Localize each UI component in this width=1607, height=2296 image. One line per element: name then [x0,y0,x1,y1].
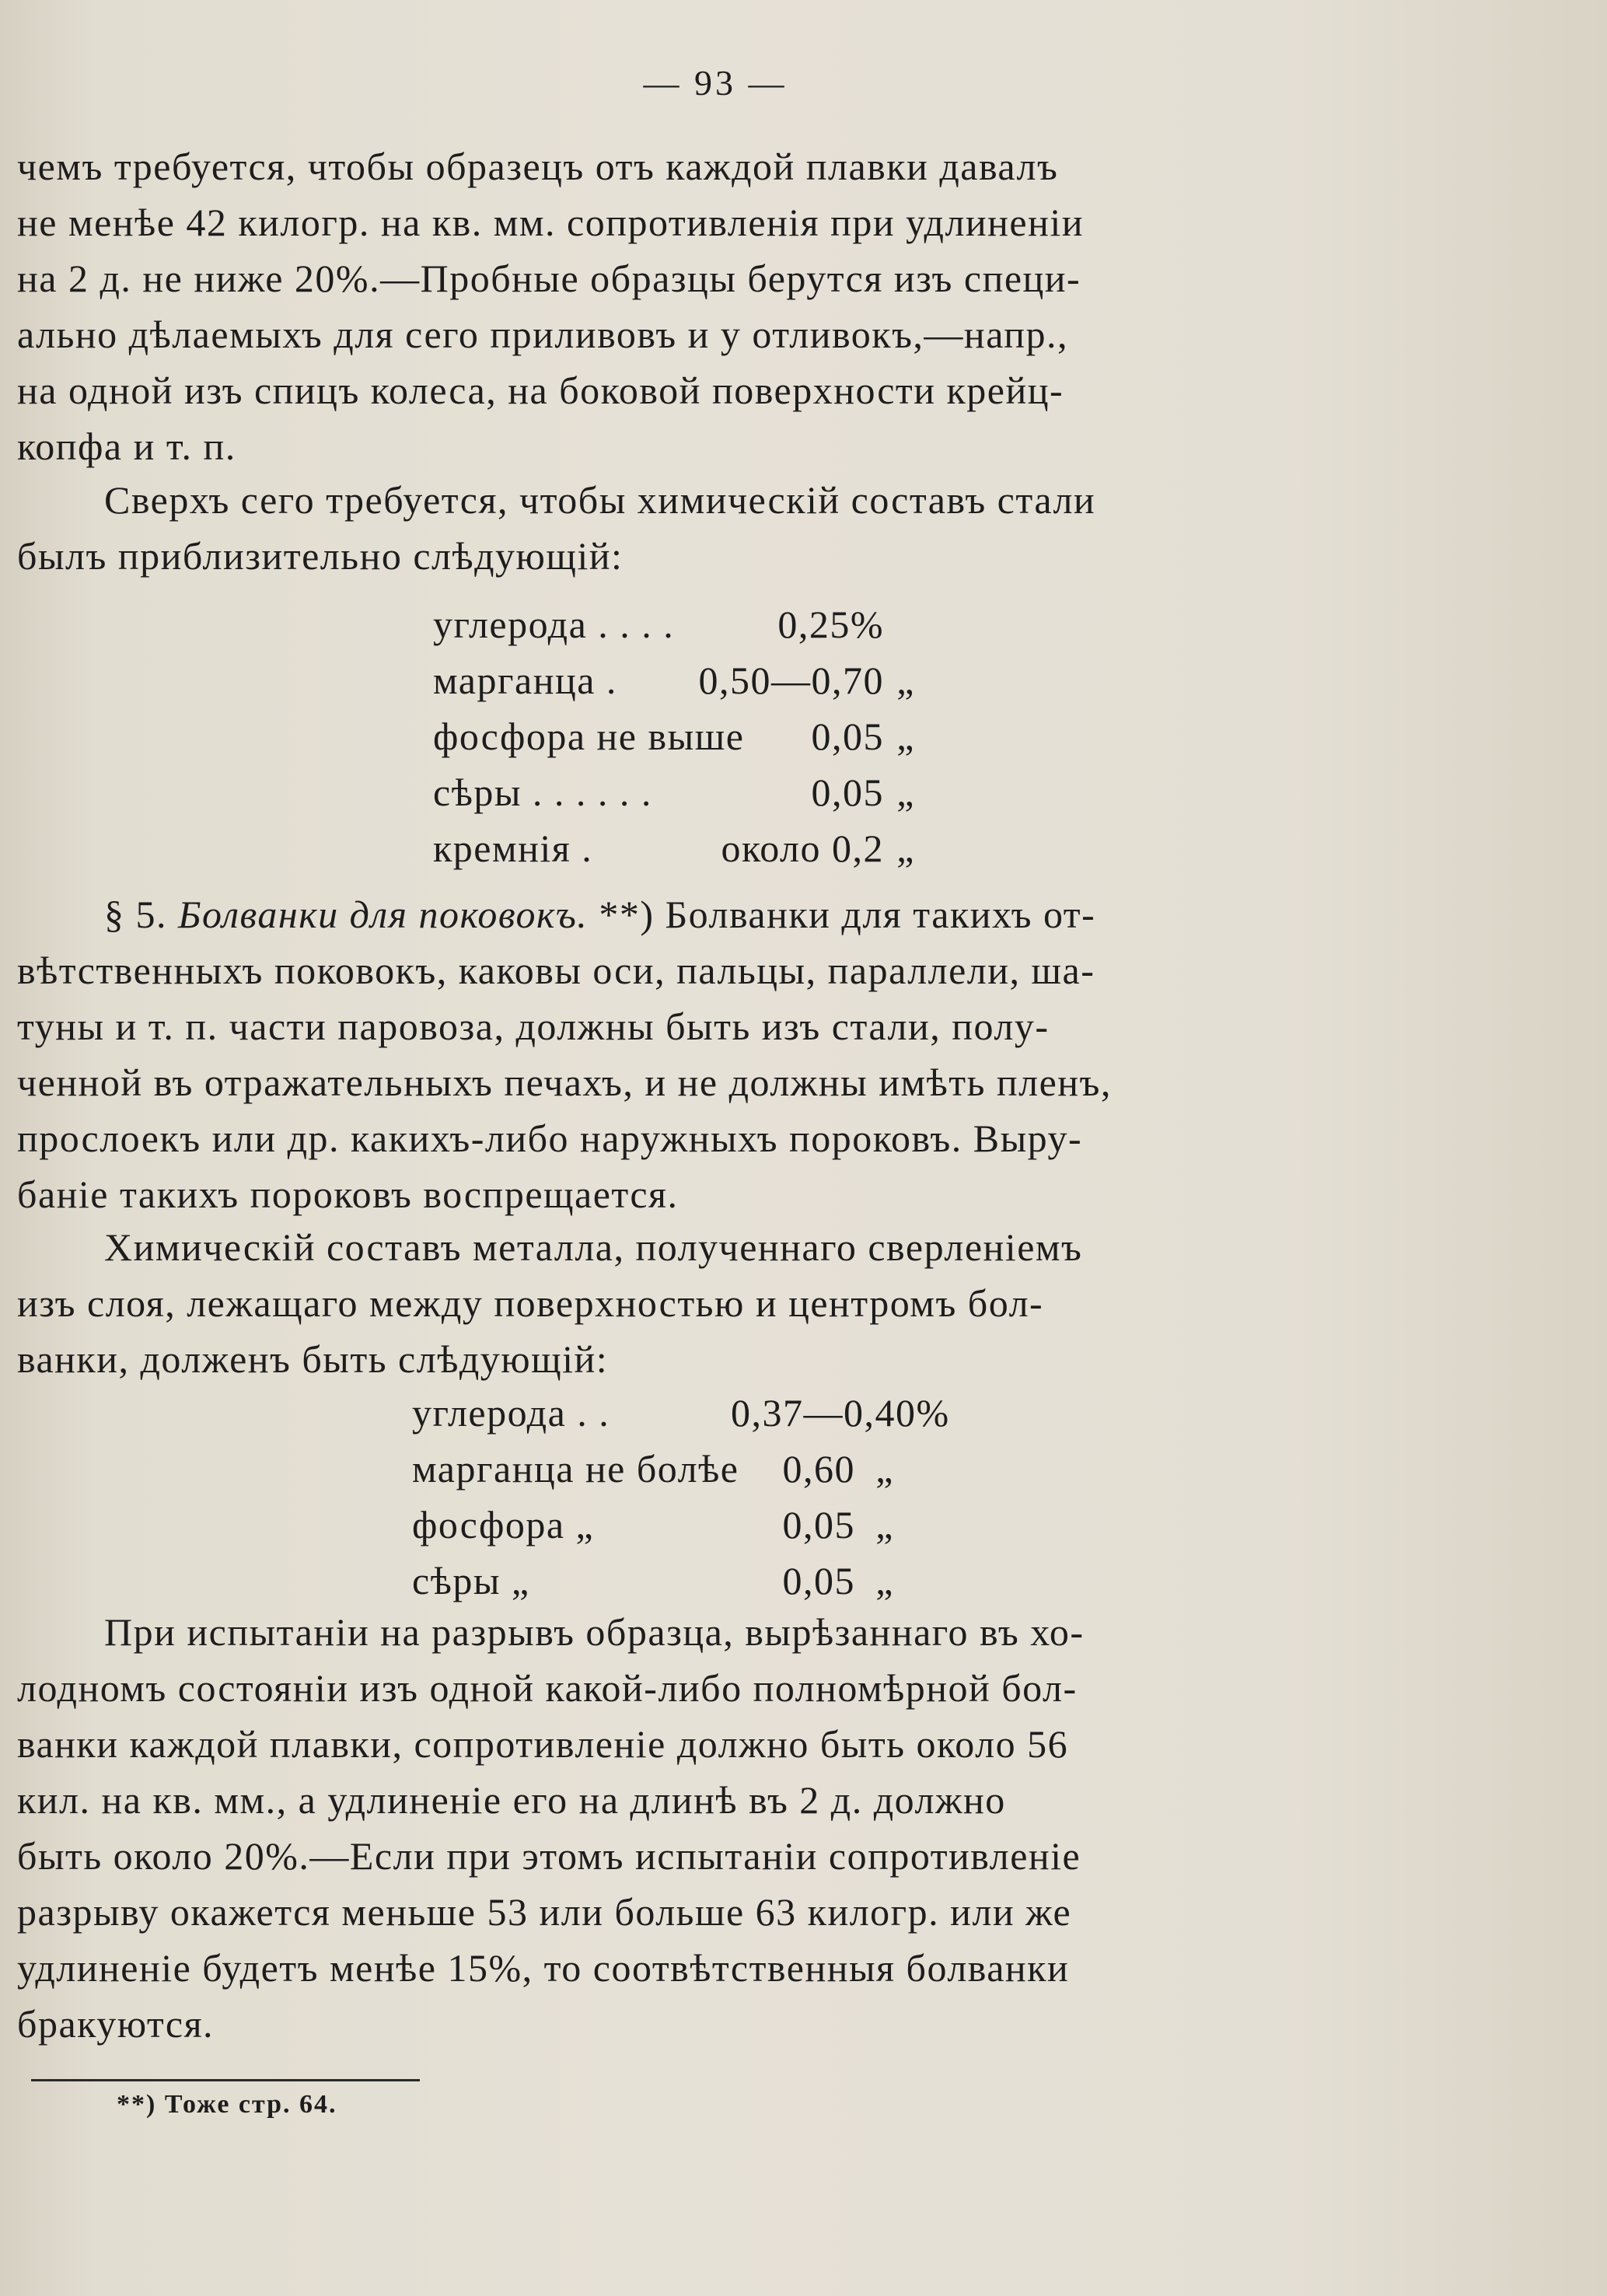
text-line: изъ слоя, лежащаго между поверхностью и центромъ бол- [17,1281,1044,1325]
text-line: прослоекъ или др. какихъ-либо наружныхъ пороковъ. Выру- [17,1117,1083,1160]
text-line: быть около 20%.—Если при этомъ испытаніи сопротивленіе [17,1834,1081,1878]
element-value: 0,05 [782,1559,855,1602]
text-line: ванки каждой плавки, сопротивленіе должно быть около 56 [17,1722,1069,1766]
footnote-reference: **) [599,893,655,936]
composition-table-steel [433,596,915,876]
text-line: былъ приблизительно слѣдующій: [17,534,624,578]
table-row [433,596,915,652]
paragraph-continuation [17,138,1420,474]
text-line: вѣтственныхъ поковокъ, каковы оси, пальцы, параллели, ша- [17,949,1095,992]
text-line: ванки, долженъ быть слѣдующій: [17,1337,609,1381]
paragraph-section-5 [17,886,1420,1222]
paragraph-metal-composition [17,1219,1420,1387]
composition-table-blanks [412,1385,950,1609]
footnote: **) Тоже стр. 64. [117,2090,337,2119]
text-line: туны и т. п. части паровоза, должны быть изъ стали, полу- [17,1005,1050,1048]
table-row [433,820,915,876]
text-line: Химическій составъ металла, полученнаго сверленіемъ [104,1225,1083,1269]
text-line: ально дѣлаемыхъ для сего приливовъ и у отливокъ,—напр., [17,313,1068,356]
paragraph-tensile-test [17,1604,1420,2052]
text-line: бракуются. [17,2002,215,2046]
element-value: 0,05 [811,771,884,814]
text-line: лодномъ состояніи изъ одной какой-либо полномѣрной бол- [17,1666,1078,1710]
table-row [412,1497,894,1553]
element-value: 0,50—0,70 [698,659,884,702]
text-line [17,886,1420,942]
element-name: фосфора „ [412,1503,595,1546]
text-line: на 2 д. не ниже 20%.—Пробные образцы берутся изъ специ- [17,257,1081,300]
text-line: чемъ требуется, чтобы образецъ отъ каждой плавки давалъ [17,145,1059,188]
page-number: — 93 — [643,63,788,103]
ditto-mark [855,1385,894,1441]
ditto-mark: „ [896,715,915,758]
element-name: кремнія . [433,826,593,870]
ditto-mark [884,596,915,652]
ditto-mark: „ [896,826,915,870]
table-row [412,1441,894,1497]
text-line: разрыву окажется меньше 53 или больше 63 килогр. или же [17,1890,1072,1934]
table-row [433,764,915,820]
ditto-mark: „ [875,1559,894,1602]
text-line: на одной изъ спицъ колеса, на боковой поверхности крейц- [17,369,1064,412]
text-line: не менѣе 42 килогр. на кв. мм. сопротивленія при удлиненіи [17,201,1085,244]
element-name: сѣры „ [412,1559,530,1602]
element-name: сѣры . . . . . . [433,771,652,814]
ditto-mark: „ [896,771,915,814]
element-value: около 0,2 [721,826,884,870]
text-line: Сверхъ сего требуется, чтобы химическій составъ стали [104,478,1096,522]
footnote-divider [31,2079,420,2081]
element-name: марганца не болѣе [412,1447,739,1490]
text-fragment: Болванки для такихъ от- [665,893,1096,936]
element-name: углерода . . . . [433,603,675,646]
text-line: удлиненіе будетъ менѣе 15%, то соотвѣтственныя болванки [17,1946,1070,1990]
element-value: 0,60 [782,1447,855,1490]
element-value: 0,37—0,40% [731,1391,950,1435]
element-name: марганца . [433,659,617,702]
table-row [433,708,915,764]
element-value: 0,05 [811,715,884,758]
element-name: фосфора не выше [433,715,745,758]
text-line: копфа и т. п. [17,425,236,468]
text-line: ченной въ отражательныхъ печахъ, и не должны имѣть пленъ, [17,1061,1112,1104]
section-heading: Болванки для поковокъ. [178,893,589,936]
table-row [433,652,915,708]
element-value: 0,25% [777,603,884,646]
table-row [412,1553,894,1609]
ditto-mark: „ [875,1503,894,1546]
paragraph-chemical-intro [17,472,1420,584]
text-line: баніе такихъ пороковъ воспрещается. [17,1172,679,1216]
table-row [412,1385,950,1441]
section-number: § 5. [104,893,167,936]
ditto-mark: „ [896,659,915,702]
text-line: кил. на кв. мм., а удлиненіе его на длинѣ въ 2 д. должно [17,1778,1006,1822]
element-value: 0,05 [782,1503,855,1546]
ditto-mark: „ [875,1447,894,1490]
element-name: углерода . . [412,1391,610,1435]
text-line: При испытаніи на разрывъ образца, вырѣзаннаго въ хо- [104,1610,1085,1654]
